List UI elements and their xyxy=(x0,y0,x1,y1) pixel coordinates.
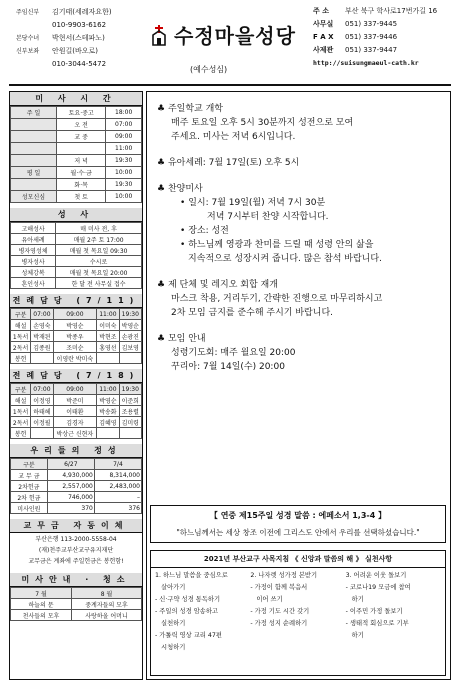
table-cell: 11:00 xyxy=(106,143,142,155)
table-cell: 박현조 xyxy=(97,331,119,342)
notice-title: 제 단체 및 레지오 회합 재개 xyxy=(167,280,278,290)
table-cell: 10:00 xyxy=(106,167,142,179)
goal-line: 이어 쓰기 xyxy=(250,596,283,603)
offering-row xyxy=(11,481,142,492)
goal-line: - 생태적 회심으로 기부 xyxy=(345,620,409,627)
column-header: 구분 xyxy=(11,384,31,395)
staff-role: 본당수녀 xyxy=(16,35,40,42)
staff-role xyxy=(16,58,52,71)
contact-row xyxy=(313,44,453,57)
contact-row xyxy=(313,18,453,31)
scripture-title: 【 연중 제15주일 성경 말씀 : 에페소서 1,3-4 】 xyxy=(209,511,387,520)
notice-line: 주세요. 미사는 저녁 6시입니다. xyxy=(171,132,296,142)
transfer-line: 교무금은 계좌에 주일헌금은 봉헌함! xyxy=(28,558,124,565)
notice-line: 마스크 착용, 거리두기, 간략한 진행으로 마무리하시고 xyxy=(171,294,383,304)
table-cell: 매월 첫 목요일 20:00 xyxy=(56,267,142,278)
table-cell: 19:30 xyxy=(106,179,142,191)
table-cell: 해설 xyxy=(11,320,31,331)
table-header-row xyxy=(11,459,142,470)
table-cell: 10:00 xyxy=(106,191,142,203)
staff-value: 박현서(스테파노) xyxy=(52,34,105,42)
staff-value: 김기태(세레자요한) xyxy=(52,8,112,16)
table-cell: 혼인성사 xyxy=(11,278,56,289)
clover-bullet-icon: ♣ xyxy=(157,184,166,194)
table-cell: 오 전 xyxy=(56,119,105,131)
duty-row xyxy=(11,395,142,406)
goal-line: - 이주민 가정 돌보기 xyxy=(345,608,403,615)
table-cell: 8,314,000 xyxy=(94,470,141,481)
table-cell: 박영순 xyxy=(97,395,119,406)
table-cell: – xyxy=(94,492,141,503)
table-cell: 성체강복 xyxy=(11,267,56,278)
praise-text: 일시: 7월 19일(월) 저녁 7시 30분 xyxy=(188,198,326,208)
table-cell: 박종우 xyxy=(53,331,97,342)
goal-column xyxy=(155,570,250,654)
goal-line: 하기 xyxy=(345,632,364,639)
column-header: 6/27 xyxy=(47,459,94,470)
table-cell: 이정영 xyxy=(31,395,53,406)
notice-item xyxy=(147,182,450,266)
table-cell: 박송화 xyxy=(97,406,119,417)
table-cell: 저 녁 xyxy=(56,155,105,167)
table-cell: 370 xyxy=(47,503,94,514)
transfer-heading: 교무금 자동이체 xyxy=(10,519,142,533)
parish-logo xyxy=(150,20,296,49)
table-cell: 2,483,000 xyxy=(94,481,141,492)
mass-time-row xyxy=(11,131,142,143)
church-logo-icon xyxy=(150,24,172,46)
clover-bullet-icon: ♣ xyxy=(157,158,166,168)
table-cell: 김미령 xyxy=(119,417,141,428)
table-cell: 홍영선 xyxy=(97,342,119,353)
mass-time-row xyxy=(11,143,142,155)
praise-line xyxy=(157,224,450,238)
notice-item xyxy=(147,156,450,170)
table-cell xyxy=(11,119,57,131)
table-cell: 매월 첫 목요일 09:30 xyxy=(56,245,142,256)
pastoral-goals-title: 2021년 부산교구 사목지침 《 신앙과 말씀의 해 》 실천사항 xyxy=(151,551,445,568)
cleaning-heading: 미사안내 · 청소 xyxy=(10,573,142,587)
table-cell: 평 일 xyxy=(11,167,57,179)
table-cell: 2독서 xyxy=(11,342,31,353)
goal-line: - 가정 기도 시간 갖기 xyxy=(250,608,310,615)
goal-line: - 가톨릭 영상 교리 47편 xyxy=(155,632,222,639)
notice-heading xyxy=(157,182,450,196)
table-cell: 이정필 xyxy=(31,417,53,428)
header-divider xyxy=(9,84,451,86)
cleaning-table xyxy=(10,587,142,621)
praise-text: 장소: 성전 xyxy=(188,226,229,236)
table-cell: 조용렬 xyxy=(119,406,141,417)
table-cell xyxy=(119,428,141,439)
website-link[interactable]: http://suisungmaeul-cath.kr xyxy=(313,59,419,67)
praise-text: 지속적으로 성장시켜 줍니다. 많은 참석 바랍니다. xyxy=(188,254,382,264)
bullet-dot-icon: • xyxy=(180,198,186,208)
transfer-info xyxy=(10,533,142,568)
table-cell: 하늘의 문 xyxy=(11,599,72,610)
table-cell: 4,930,000 xyxy=(47,470,94,481)
clover-bullet-icon: ♣ xyxy=(157,334,166,344)
goal-line: - 가정 성지 순례하기 xyxy=(250,620,308,627)
column-header: 구분 xyxy=(11,309,31,320)
goal-line: - 신·구약 성경 통독하기 xyxy=(155,596,221,603)
table-cell: 2차헌금 xyxy=(11,481,48,492)
cleaning-row xyxy=(11,599,142,610)
table-cell: 2,557,000 xyxy=(47,481,94,492)
offering-table xyxy=(10,458,142,514)
table-cell: 1독서 xyxy=(11,406,31,417)
praise-text: 저녁 7시부터 찬양 시작합니다. xyxy=(207,212,329,222)
contact-row xyxy=(313,31,453,44)
contact-value: 051) 337-9445 xyxy=(345,20,398,28)
table-cell: 746,000 xyxy=(47,492,94,503)
notice-item xyxy=(147,332,450,374)
column-header: 19:30 xyxy=(119,384,141,395)
contact-row xyxy=(313,5,453,18)
table-cell: 월·수·금 xyxy=(56,167,105,179)
mass-times-table xyxy=(10,106,142,203)
table-cell: 김혜영 xyxy=(97,417,119,428)
table-header-row xyxy=(11,588,142,599)
cleaning-row xyxy=(11,610,142,621)
column-header: 07:00 xyxy=(31,309,53,320)
goal-line: 살아가기 xyxy=(155,584,186,591)
mass-time-row xyxy=(11,167,142,179)
table-cell xyxy=(31,353,53,364)
staff-value: 010-9903-6162 xyxy=(52,21,107,29)
table-cell: 병자영성체 xyxy=(11,245,56,256)
table-cell: 성모신심 xyxy=(11,191,57,203)
praise-line xyxy=(157,252,450,266)
liturgy-duty-table-1 xyxy=(10,308,142,364)
contact-value: 051) 337-9447 xyxy=(345,46,398,54)
notice-heading xyxy=(157,102,450,116)
notice-line: 꾸리아: 7월 14일(수) 20:00 xyxy=(171,362,285,372)
goal-line: 2. 나자렛 성가정 본받기 xyxy=(250,572,318,579)
table-cell: 중계자들의 모후 xyxy=(72,599,142,610)
table-cell: 주 일 xyxy=(11,107,57,119)
staff-row xyxy=(16,6,146,19)
contact-label: 사무실 xyxy=(313,20,334,28)
table-cell: 18:00 xyxy=(106,107,142,119)
table-cell: 매월 2주 토 17:00 xyxy=(56,234,142,245)
table-cell: 이미숙 xyxy=(97,320,119,331)
table-cell: 이준희 xyxy=(119,395,141,406)
table-cell: 2차 헌금 xyxy=(11,492,48,503)
staff-row xyxy=(16,45,146,58)
table-cell: 박영순 xyxy=(119,320,141,331)
transfer-line: 부산은행 113-2000-5558-04 xyxy=(35,536,117,543)
column-header: 7/4 xyxy=(94,459,141,470)
table-cell xyxy=(11,179,57,191)
column-header: 7 월 xyxy=(11,588,72,599)
table-cell xyxy=(11,155,57,167)
goal-line: 1. 하느님 말씀을 중심으로 xyxy=(155,572,228,579)
table-cell: 병자성사 xyxy=(11,256,56,267)
table-cell: 유아세례 xyxy=(11,234,56,245)
staff-row xyxy=(16,58,146,71)
staff-role: 주임신부 xyxy=(16,9,40,16)
table-cell: 미사인원 xyxy=(11,503,48,514)
table-cell: 이태환 xyxy=(53,406,97,417)
sacrament-row xyxy=(11,223,142,234)
bullet-dot-icon: • xyxy=(180,240,186,250)
table-cell: 사랑하올 어머니 xyxy=(72,610,142,621)
contact-label: 주 소 xyxy=(313,7,329,15)
table-cell: 토요·중고 xyxy=(56,107,105,119)
praise-line xyxy=(157,210,450,224)
mass-times-heading: 미 사 시 간 xyxy=(10,92,142,106)
table-cell: 교 무 금 xyxy=(11,470,48,481)
offering-row xyxy=(11,503,142,514)
sacrament-row xyxy=(11,234,142,245)
table-cell: 봉헌 xyxy=(11,353,31,364)
sacrament-table xyxy=(10,222,142,289)
column-header: 19:30 xyxy=(119,309,141,320)
table-cell: 박영순 xyxy=(53,320,97,331)
table-cell xyxy=(11,143,57,155)
table-cell: 1독서 xyxy=(11,331,31,342)
duty-row xyxy=(11,342,142,353)
notice-item xyxy=(147,102,450,144)
goal-line: 실천하기 xyxy=(155,620,186,627)
column-header: 07:00 xyxy=(31,384,53,395)
liturgy-duty-table-2 xyxy=(10,383,142,439)
table-header-row xyxy=(11,384,142,395)
table-cell: 07:00 xyxy=(106,119,142,131)
staff-role: 신부보좌 xyxy=(16,48,40,55)
scripture-text: "하느님께서는 세상 창조 이전에 그리스도 안에서 우리를 선택하셨습니다." xyxy=(176,528,420,537)
mass-time-row xyxy=(11,119,142,131)
table-cell xyxy=(31,428,53,439)
goal-line: - 가정이 함께 복음서 xyxy=(250,584,308,591)
column-header: 11:00 xyxy=(97,309,119,320)
praise-text: 하느님께 영광과 찬미를 드릴 때 성령 안의 삶을 xyxy=(188,240,374,250)
liturgy-duty-heading-2: 전례담당 (7/18) xyxy=(10,369,142,383)
notice-heading xyxy=(157,156,450,170)
table-cell: 해설 xyxy=(11,395,31,406)
notice-line: 매주 토요일 오후 5시 30분까지 성전으로 모여 xyxy=(171,118,354,128)
table-cell: 09:00 xyxy=(106,131,142,143)
table-cell: 박준미 xyxy=(53,395,97,406)
table-cell: 조미순 xyxy=(53,342,97,353)
table-cell: 김종원 xyxy=(31,342,53,353)
offering-row xyxy=(11,470,142,481)
table-cell: 수시로 xyxy=(56,256,142,267)
sacrament-row xyxy=(11,278,142,289)
mass-time-row xyxy=(11,191,142,203)
table-cell xyxy=(119,353,141,364)
duty-row xyxy=(11,353,142,364)
table-cell: 화·목 xyxy=(56,179,105,191)
table-cell: 교 중 xyxy=(56,131,105,143)
table-cell: 첫 토 xyxy=(56,191,105,203)
goal-column xyxy=(250,570,345,654)
goal-line: 하기 xyxy=(345,596,364,603)
clover-bullet-icon: ♣ xyxy=(157,280,166,290)
table-cell: 봉헌 xyxy=(11,428,31,439)
transfer-line: (재)천주교부산교구유지재단 xyxy=(38,547,114,554)
header-right xyxy=(313,5,453,70)
table-cell xyxy=(56,143,105,155)
duty-row xyxy=(11,320,142,331)
goal-line: 시청하기 xyxy=(155,644,186,651)
table-cell xyxy=(97,428,119,439)
table-cell: 매 미사 전, 후 xyxy=(56,223,142,234)
duty-row xyxy=(11,428,142,439)
duty-row xyxy=(11,417,142,428)
clover-bullet-icon: ♣ xyxy=(157,104,166,114)
column-header: 8 월 xyxy=(72,588,142,599)
contact-value: 051) 337-9446 xyxy=(345,33,398,41)
goal-line: - 코로나19 모금에 참여 xyxy=(345,584,411,591)
praise-line xyxy=(157,196,450,210)
mass-time-row xyxy=(11,179,142,191)
staff-row xyxy=(16,32,146,45)
table-cell: 한 달 전 사무실 접수 xyxy=(56,278,142,289)
table-cell xyxy=(11,131,57,143)
left-column xyxy=(9,91,143,680)
notice-title: 유아세례: 7월 17일(토) 오후 5시 xyxy=(167,158,300,168)
table-cell: 이영란 박미숙 xyxy=(53,353,97,364)
staff-row xyxy=(16,19,146,32)
goal-column xyxy=(346,570,441,654)
parish-title: 수정마을성당 xyxy=(174,24,296,48)
notice-title: 모임 안내 xyxy=(167,334,206,344)
duty-row xyxy=(11,331,142,342)
notice-title: 찬양미사 xyxy=(167,184,203,194)
table-cell xyxy=(97,353,119,364)
sacrament-row xyxy=(11,256,142,267)
table-cell: 2독서 xyxy=(11,417,31,428)
liturgy-duty-heading-1: 전례담당 (7/11) xyxy=(10,294,142,308)
offering-heading: 우리들의 정성 xyxy=(10,444,142,458)
table-cell: 하태헤 xyxy=(31,406,53,417)
table-cell: 손영숙 xyxy=(31,320,53,331)
notice-title: 주일학교 개학 xyxy=(167,104,223,114)
parish-subtitle: (예수성심) xyxy=(190,65,228,74)
column-header: 구분 xyxy=(11,459,48,470)
sacrament-row xyxy=(11,267,142,278)
staff-role xyxy=(16,19,52,32)
notice-heading xyxy=(157,332,450,346)
bullet-dot-icon: • xyxy=(180,226,186,236)
table-header-row xyxy=(11,309,142,320)
offering-row xyxy=(11,492,142,503)
table-cell: 박상근 신현자 xyxy=(53,428,97,439)
notice-heading xyxy=(157,278,450,292)
table-cell: 손광진 xyxy=(119,331,141,342)
staff-value: 010-3044-5472 xyxy=(52,60,107,68)
table-cell: 김경자 xyxy=(53,417,97,428)
contact-label: 사제관 xyxy=(313,46,334,54)
table-cell: 김보영 xyxy=(119,342,141,353)
notice-item xyxy=(147,278,450,320)
header-left xyxy=(16,6,146,71)
contact-label: F A X xyxy=(313,33,334,41)
sacrament-heading: 성 사 xyxy=(10,208,142,222)
mass-time-row xyxy=(11,107,142,119)
sacrament-row xyxy=(11,245,142,256)
goal-line: - 주일의 성경 암송하고 xyxy=(155,608,219,615)
contact-value: 부산 북구 학사로17번가길 16 xyxy=(345,7,438,15)
scripture-box xyxy=(150,505,446,543)
column-header: 09:00 xyxy=(53,309,97,320)
table-cell: 19:30 xyxy=(106,155,142,167)
duty-row xyxy=(11,406,142,417)
mass-time-row xyxy=(11,155,142,167)
pastoral-goals-box xyxy=(150,550,446,676)
table-cell: 천사들의 모후 xyxy=(11,610,72,621)
staff-value: 안원길(바오로) xyxy=(52,47,99,55)
notice-line: 성령기도회: 매주 월요일 20:00 xyxy=(171,348,296,358)
notice-line: 2차 모임 금지를 준수해 주시기 바랍니다. xyxy=(171,308,333,318)
column-header: 11:00 xyxy=(97,384,119,395)
table-cell: 박재된 xyxy=(31,331,53,342)
goal-line: 3. 어려운 이웃 돌보기 xyxy=(345,572,407,579)
praise-line xyxy=(157,238,450,252)
column-header: 09:00 xyxy=(53,384,97,395)
table-cell: 376 xyxy=(94,503,141,514)
table-cell: 고해성사 xyxy=(11,223,56,234)
